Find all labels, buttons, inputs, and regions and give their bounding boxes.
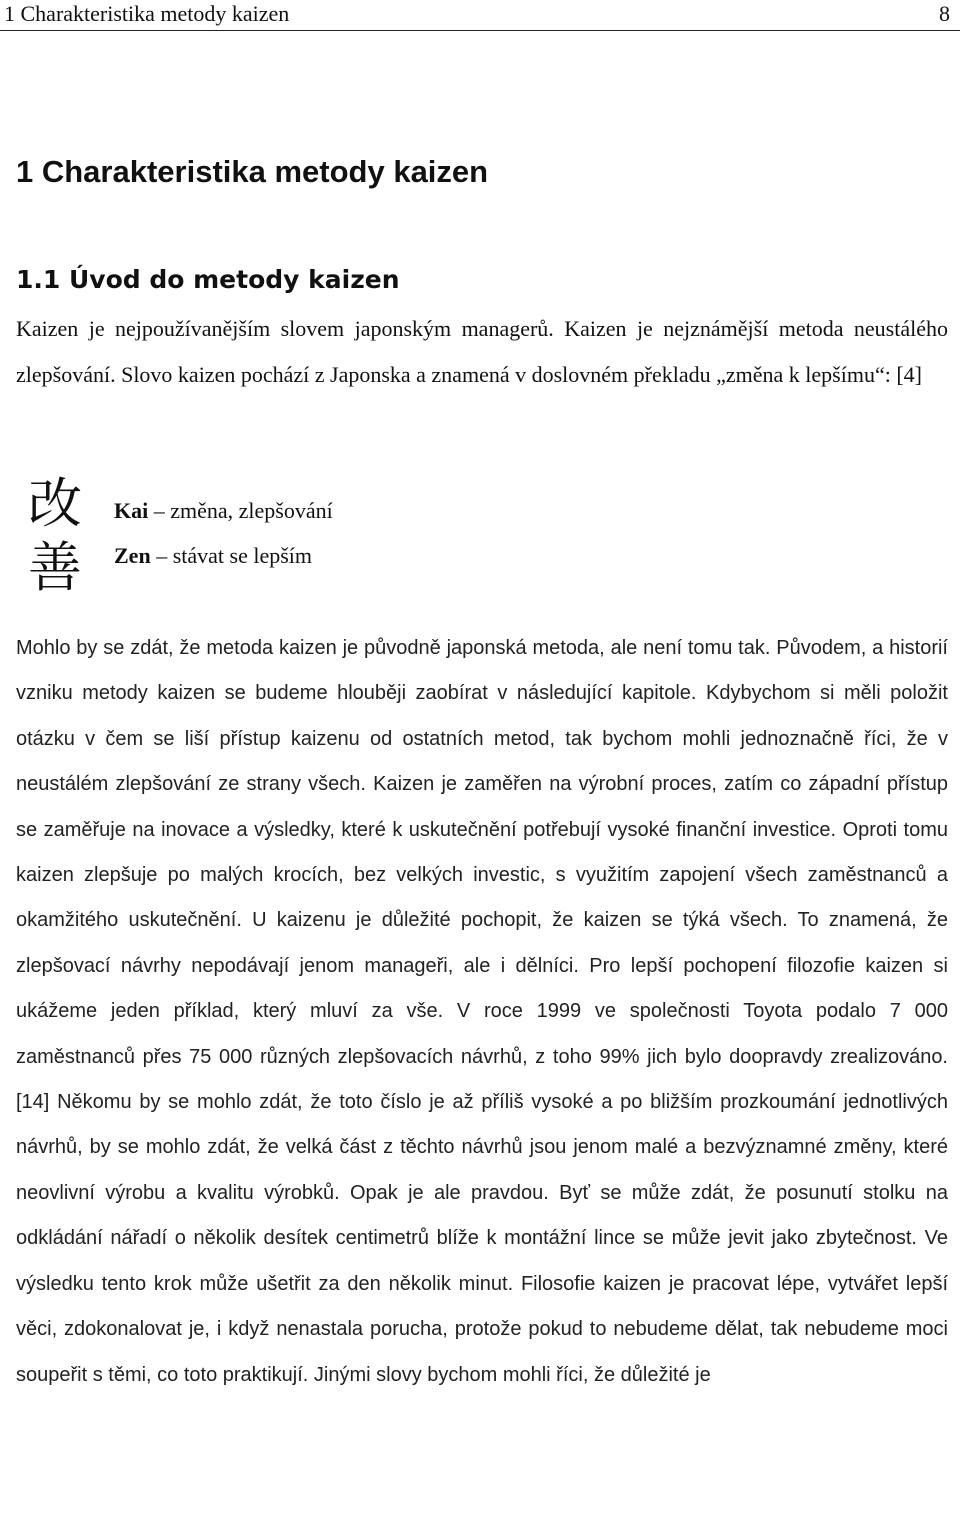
term-zen xyxy=(114,541,312,571)
term-kai-separator: – xyxy=(153,498,165,523)
term-zen-separator: – xyxy=(156,543,168,568)
running-header-title: 1 Charakteristika metody kaizen xyxy=(4,1,290,26)
section-title: 1.1 Úvod do metody kaizen xyxy=(16,265,400,294)
term-zen-word: Zen xyxy=(114,543,151,568)
kanji-zen: 善 xyxy=(28,536,82,599)
kanji-kai: 改 xyxy=(28,472,82,535)
term-kai-meaning: změna, zlepšování xyxy=(170,498,333,523)
term-kai xyxy=(114,496,333,526)
kaizen-kanji xyxy=(20,472,90,600)
running-header xyxy=(0,0,960,31)
term-kai-word: Kai xyxy=(114,498,149,523)
body-paragraph: Mohlo by se zdát, že metoda kaizen je původně japonská metoda, ale není tomu tak. Původem, a historií vzniku metody kaizen se budeme hlouběji zaobírat v následující kapitole. Kdybychom si měli položit otázku v čem se liší přístup kaizenu od ostatních metod, tak bychom mohli jednoznačně říci, že v neustálém zlepšování ze strany všech. Kaizen je zaměřen na výrobní proces, zatím co západní přístup se zaměřuje na inovace a výsledky, které k uskutečnění potřebují vysoké finanční investice. Oproti tomu kaizen zlepšuje po malých krocích, bez velkých investic, s využitím zapojení všech zaměstnanců a okamžitého uskutečnění. U kaizenu je důležité pochopit, že kaizen se týká všech. To znamená, že zlepšovací návrhy nepodávají jenom manageři, ale i dělníci. Pro lepší pochopení filozofie kaizen si ukážeme jeden příklad, který mluví za vše. V roce 1999 ve společnosti Toyota podalo 7 000 zaměstnanců přes 75 000 různých zlepšovacích návrhů, z toho 99% jich bylo doopravdy zrealizováno.[14] Někomu by se mohlo zdát, že toto číslo je až příliš vysoké a po bližším prozkoumání jednotlivých návrhů, by se mohlo zdát, že velká část z těchto návrhů jsou jenom malé a bezvýznamné změny, které neovlivní výrobu a kvalitu výrobků. Opak je ale pravdou. Byť se může zdát, že posunutí stolku na odkládání nářadí o několik desítek centimetrů blíže k montážní lince se může jevit jako zbytečnost. Ve výsledku tento krok může ušetřit za den několik minut. Filosofie kaizen je pracovat lépe, vytvářet lepší věci, zdokonalovat je, i když nenastala porucha, protože pokud to nebudeme dělat, tak nebudeme moci soupeřit s těmi, co toto praktikují. Jinými slovy bychom mohli říci, že důležité je xyxy=(16,637,948,1386)
chapter-title: 1 Charakteristika metody kaizen xyxy=(16,154,489,189)
intro-paragraph: Kaizen je nejpoužívanějším slovem japonským managerů. Kaizen je nejznámější metoda neustálého zlepšování. Slovo kaizen pochází z Japonska a znamená v doslovném překladu „změna k lepšímu“: [4] xyxy=(16,316,948,387)
term-zen-meaning: stávat se lepším xyxy=(172,543,312,568)
page-number: 8 xyxy=(939,1,950,26)
